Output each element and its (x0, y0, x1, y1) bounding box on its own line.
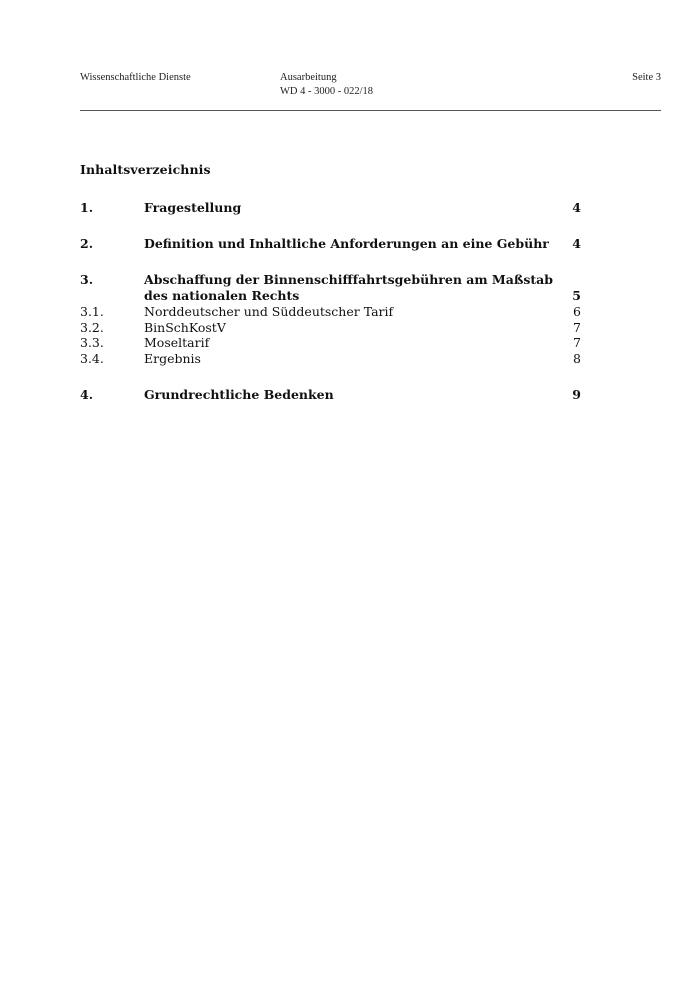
toc-entry-page: 9 (572, 387, 581, 402)
toc-entry-3-3 (80, 335, 581, 350)
page-header (80, 71, 661, 111)
toc-entry-4 (80, 387, 581, 403)
toc-entry-3-2 (80, 320, 581, 335)
toc-entry-title-line-2: des nationalen Rechts (144, 288, 300, 303)
toc-entry-title: Ergebnis (144, 351, 201, 366)
header-document-type: Ausarbeitung (280, 72, 337, 83)
header-organization: Wissenschaftliche Dienste (80, 72, 191, 83)
toc-entry-page: 8 (573, 351, 581, 366)
toc-entry-title: BinSchKostV (144, 320, 226, 335)
toc-entry-page: 4 (572, 200, 581, 215)
toc-entry-1 (80, 200, 581, 216)
toc-entry-3-1 (80, 304, 581, 319)
toc-title: Inhaltsverzeichnis (80, 162, 211, 177)
toc-entry-number: 3.1. (80, 304, 104, 319)
toc-entry-number: 1. (80, 200, 94, 215)
toc-entry-3 (80, 272, 581, 304)
toc-entry-number: 2. (80, 236, 94, 251)
toc-entry-page: 5 (572, 288, 581, 303)
toc-entry-title: Moseltarif (144, 335, 210, 350)
toc-entry-title: Fragestellung (144, 200, 242, 215)
header-divider (80, 110, 661, 111)
toc-entry-2 (80, 236, 581, 252)
toc-entry-number: 3. (80, 272, 94, 287)
toc-entry-title: Norddeutscher und Süddeutscher Tarif (144, 304, 394, 319)
header-document-number: WD 4 - 3000 - 022/18 (280, 86, 374, 97)
toc-entry-page: 6 (573, 304, 581, 319)
toc-entry-page: 7 (573, 320, 581, 335)
toc-entry-title (144, 272, 564, 304)
toc-entry-number: 3.2. (80, 320, 104, 335)
toc-entry-number: 4. (80, 387, 94, 402)
header-document-info (280, 71, 373, 99)
toc-entry-title: Definition und Inhaltliche Anforderungen an eine Gebühr (144, 236, 549, 251)
toc-entry-number: 3.4. (80, 351, 104, 366)
toc-entry-title: Grundrechtliche Bedenken (144, 387, 334, 402)
toc-entry-title-line-1: Abschaffung der Binnenschifffahrtsgebühren am Maßstab (144, 272, 554, 287)
toc-entry-page: 7 (573, 335, 581, 350)
header-page-number: Seite 3 (632, 72, 661, 83)
toc-entry-page: 4 (572, 236, 581, 251)
toc-entry-3-4 (80, 351, 581, 366)
toc-entry-number: 3.3. (80, 335, 104, 350)
